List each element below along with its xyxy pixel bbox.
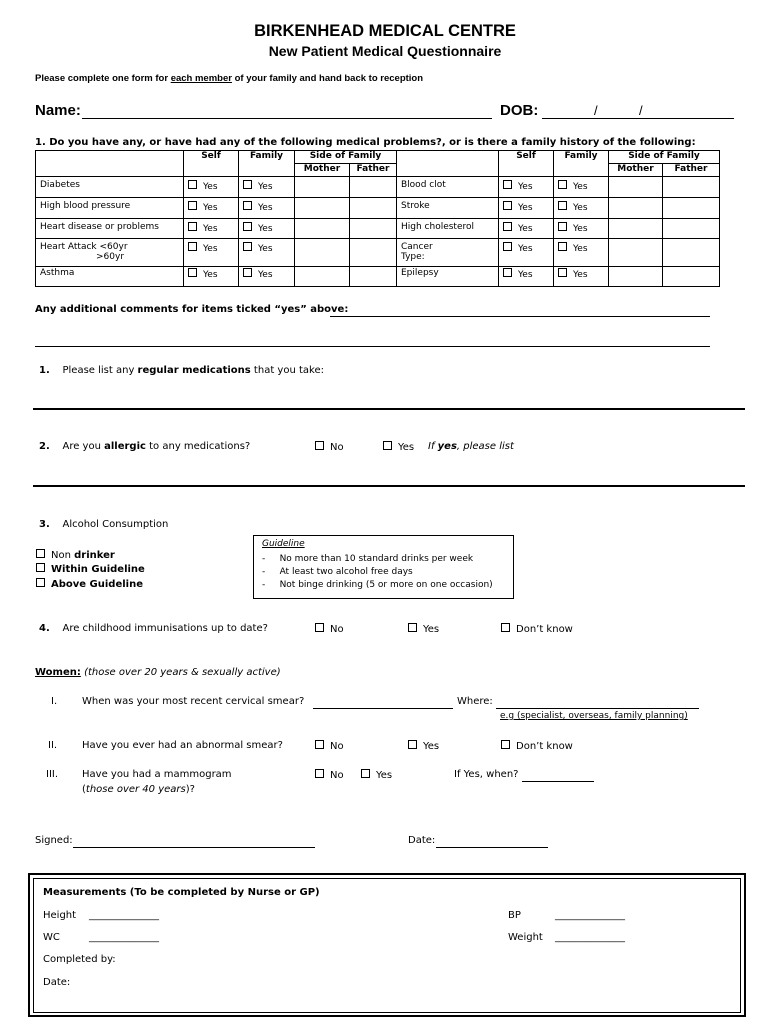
yes-label: Yes — [573, 224, 588, 234]
smear-date-field[interactable] — [313, 708, 453, 709]
father-cell[interactable] — [350, 239, 397, 267]
yes-label: Yes — [573, 203, 588, 213]
checkbox-icon[interactable] — [243, 180, 252, 189]
weight-field[interactable]: ______________ — [555, 932, 625, 943]
mother-cell[interactable] — [609, 177, 663, 198]
measurements-date-label: Date: — [43, 977, 71, 988]
self-yes-checkbox[interactable] — [184, 198, 239, 219]
immunisation-question — [39, 623, 268, 634]
women-heading-label: Women: — [35, 667, 81, 678]
allergic-field[interactable] — [33, 485, 745, 487]
name-label: Name: — [35, 102, 81, 119]
comments-field-2[interactable] — [35, 346, 710, 347]
weight-label: Weight — [508, 932, 543, 943]
mother-cell[interactable] — [295, 267, 350, 287]
women-q1-where: Where: — [457, 696, 493, 707]
wc-field[interactable]: ______________ — [89, 932, 159, 943]
father-cell[interactable] — [663, 177, 720, 198]
yes-label: Yes — [258, 203, 273, 213]
condition-label: Epilepsy — [397, 267, 499, 287]
mammogram-no-checkbox[interactable] — [315, 769, 344, 781]
bp-label: BP — [508, 910, 521, 921]
yes-label: Yes — [423, 741, 440, 752]
checkbox-icon[interactable] — [408, 740, 417, 749]
hdr-mother-left: Mother — [295, 164, 350, 177]
yes-label: Yes — [573, 270, 588, 280]
height-field[interactable]: ______________ — [89, 910, 159, 921]
list-post: , please list — [456, 441, 514, 452]
dob-field[interactable] — [542, 118, 734, 119]
instruction-pre: Please complete one form for — [35, 73, 171, 84]
comments-label: Any additional comments for items ticked “yes” above: — [35, 304, 349, 315]
guideline-item-text: At least two alcohol free days — [279, 567, 413, 577]
family-yes-checkbox[interactable] — [554, 239, 609, 267]
completed-by-label: Completed by: — [43, 954, 116, 965]
checkbox-icon[interactable] — [188, 201, 197, 210]
father-cell[interactable] — [663, 239, 720, 267]
mother-cell[interactable] — [295, 198, 350, 219]
checkbox-icon[interactable] — [243, 222, 252, 231]
no-label: No — [330, 741, 344, 752]
name-field[interactable] — [82, 118, 492, 119]
women-q1-eg: e.g (specialist, overseas, family planning) — [500, 711, 688, 721]
women-heading-note: (those over 20 years & sexually active) — [84, 667, 281, 678]
checkbox-icon[interactable] — [558, 222, 567, 231]
self-yes-checkbox[interactable] — [499, 219, 554, 239]
opt2-label: Within Guideline — [51, 564, 145, 575]
comments-field-1[interactable] — [330, 316, 710, 317]
guideline-title: Guideline — [262, 539, 305, 549]
signed-field[interactable] — [73, 847, 315, 848]
yes-label: Yes — [258, 244, 273, 254]
checkbox-icon[interactable] — [243, 201, 252, 210]
checkbox-icon[interactable] — [243, 242, 252, 251]
checkbox-icon[interactable] — [503, 201, 512, 210]
yes-label: Yes — [518, 244, 533, 254]
self-yes-checkbox[interactable] — [499, 267, 554, 287]
self-yes-checkbox[interactable] — [499, 198, 554, 219]
yes-label: Yes — [376, 770, 393, 781]
condition-label: High blood pressure — [36, 198, 184, 219]
medications-post: that you take: — [250, 365, 324, 376]
checkbox-icon[interactable] — [383, 441, 392, 450]
checkbox-icon[interactable] — [503, 180, 512, 189]
yes-label: Yes — [518, 224, 533, 234]
alcohol-num: 3. — [39, 519, 50, 530]
yes-label: Yes — [258, 182, 273, 192]
cancer-label: Cancer — [401, 242, 433, 252]
self-yes-checkbox[interactable] — [499, 177, 554, 198]
hdr-self-right: Self — [499, 151, 554, 177]
medications-field[interactable] — [33, 408, 745, 410]
immunisation-no-checkbox[interactable] — [315, 623, 344, 635]
father-cell[interactable] — [663, 219, 720, 239]
list-bold: yes — [437, 441, 457, 452]
within-guideline-checkbox[interactable] — [36, 563, 145, 575]
allergic-num: 2. — [39, 441, 50, 452]
women-heading — [35, 667, 281, 678]
mammogram-when-field[interactable] — [522, 781, 594, 782]
yes-label: Yes — [203, 182, 218, 192]
measurements-box-inner — [33, 878, 741, 1013]
signed-label: Signed: — [35, 835, 73, 846]
instruction-text — [35, 73, 423, 84]
women-q1-text: When was your most recent cervical smear? — [82, 696, 305, 707]
self-yes-checkbox[interactable] — [499, 239, 554, 267]
yes-label: Yes — [203, 203, 218, 213]
hdr-mother-right: Mother — [609, 164, 663, 177]
condition-label: Asthma — [36, 267, 184, 287]
yes-label: Yes — [518, 182, 533, 192]
hdr-side-left: Side of Family — [295, 151, 397, 164]
dob-label: DOB: — [500, 102, 539, 119]
family-yes-checkbox[interactable] — [239, 219, 295, 239]
yes-label: Yes — [518, 203, 533, 213]
page-title: BIRKENHEAD MEDICAL CENTRE — [254, 22, 516, 40]
checkbox-icon[interactable] — [558, 242, 567, 251]
dontknow-label: Don’t know — [516, 741, 573, 752]
checkbox-icon[interactable] — [558, 180, 567, 189]
checkbox-icon[interactable] — [243, 268, 252, 277]
mother-cell[interactable] — [609, 198, 663, 219]
self-yes-checkbox[interactable] — [184, 177, 239, 198]
mother-cell[interactable] — [295, 239, 350, 267]
women-q1-num: I. — [51, 696, 58, 707]
self-yes-checkbox[interactable] — [184, 219, 239, 239]
abnormal-smear-no-checkbox[interactable] — [315, 740, 344, 752]
hdr-self-left: Self — [184, 151, 239, 177]
women-q3-text: Have you had a mammogram — [82, 769, 232, 780]
yes-label: Yes — [573, 182, 588, 192]
allergic-question — [39, 441, 250, 452]
women-q3-sub-text: those over 40 years — [85, 784, 186, 795]
condition-label: Blood clot — [397, 177, 499, 198]
women-q2-num: II. — [48, 740, 58, 751]
checkbox-icon[interactable] — [501, 623, 510, 632]
alcohol-label: Alcohol Consumption — [62, 519, 169, 530]
instruction-post: of your family and hand back to reception — [231, 73, 424, 84]
condition-label: High cholesterol — [397, 219, 499, 239]
checkbox-icon[interactable] — [36, 578, 45, 587]
medications-question — [39, 365, 324, 376]
checkbox-icon[interactable] — [188, 242, 197, 251]
medications-bold: regular medications — [137, 365, 251, 376]
cancer-type-label: Type: — [401, 252, 425, 262]
page-subtitle: New Patient Medical Questionnaire — [268, 43, 502, 59]
immunisation-num: 4. — [39, 623, 50, 634]
mother-cell[interactable] — [295, 219, 350, 239]
condition-label: Stroke — [397, 198, 499, 219]
checkbox-icon[interactable] — [36, 549, 45, 558]
mammogram-yes-checkbox[interactable] — [361, 769, 392, 781]
family-yes-checkbox[interactable] — [239, 177, 295, 198]
medical-problems-table — [35, 150, 720, 287]
yes-label: Yes — [423, 624, 440, 635]
self-yes-checkbox[interactable] — [184, 239, 239, 267]
yes-label: Yes — [203, 224, 218, 234]
condition-label: Diabetes — [36, 177, 184, 198]
guideline-item-text: No more than 10 standard drinks per week — [279, 554, 474, 564]
family-yes-checkbox[interactable] — [554, 177, 609, 198]
date-label: Date: — [408, 835, 436, 846]
no-label: No — [330, 442, 344, 453]
guideline-list — [262, 553, 493, 592]
guideline-item: - At least two alcohol free days — [262, 567, 413, 577]
father-cell[interactable] — [350, 219, 397, 239]
opt1-pre: Non — [51, 550, 75, 561]
guideline-item: - Not binge drinking (5 or more on one occasion) — [262, 580, 493, 590]
guideline-box — [253, 535, 514, 599]
hdr-family-left: Family — [239, 151, 295, 177]
hdr-blank-right — [397, 151, 499, 177]
medical-problems-question: 1. Do you have any, or have had any of the following medical problems?, or is there a family history of the following: — [35, 137, 696, 148]
date-field[interactable] — [436, 847, 548, 848]
yes-label: Yes — [398, 442, 415, 453]
self-yes-checkbox[interactable] — [184, 267, 239, 287]
hdr-father-right: Father — [663, 164, 720, 177]
non-drinker-checkbox[interactable] — [36, 549, 115, 561]
smear-where-field[interactable] — [496, 708, 699, 709]
alcohol-question — [39, 519, 168, 530]
checkbox-icon[interactable] — [503, 268, 512, 277]
medications-pre: Please list any — [62, 365, 138, 376]
condition-label: Heart disease or problems — [36, 219, 184, 239]
father-cell[interactable] — [350, 267, 397, 287]
immunisation-dontknow-checkbox[interactable] — [501, 623, 573, 635]
immunisation-yes-checkbox[interactable] — [408, 623, 439, 635]
family-yes-checkbox[interactable] — [239, 239, 295, 267]
list-pre: If — [428, 441, 438, 452]
dob-sep-1: / — [594, 103, 598, 118]
checkbox-icon[interactable] — [501, 740, 510, 749]
mother-cell[interactable] — [609, 219, 663, 239]
checkbox-icon[interactable] — [188, 222, 197, 231]
family-yes-checkbox[interactable] — [554, 219, 609, 239]
condition-label — [397, 239, 499, 267]
family-yes-checkbox[interactable] — [239, 198, 295, 219]
allergic-pre: Are you — [62, 441, 105, 452]
father-cell[interactable] — [350, 198, 397, 219]
mother-cell[interactable] — [295, 177, 350, 198]
yes-label: Yes — [518, 270, 533, 280]
guideline-item-text: Not binge drinking (5 or more on one occasion) — [279, 580, 493, 590]
family-yes-checkbox[interactable] — [554, 198, 609, 219]
yes-label: Yes — [258, 224, 273, 234]
no-label: No — [330, 624, 344, 635]
checkbox-icon[interactable] — [503, 242, 512, 251]
no-label: No — [330, 770, 344, 781]
father-cell[interactable] — [663, 198, 720, 219]
yes-label: Yes — [203, 244, 218, 254]
women-q2-text: Have you ever had an abnormal smear? — [82, 740, 283, 751]
abnormal-smear-dontknow-checkbox[interactable] — [501, 740, 573, 752]
bp-field[interactable]: ______________ — [555, 910, 625, 921]
immunisation-text: Are childhood immunisations up to date? — [62, 623, 268, 634]
dob-sep-2: / — [639, 103, 643, 118]
hdr-blank-left — [36, 151, 184, 177]
medications-num: 1. — [39, 365, 50, 376]
checkbox-icon[interactable] — [188, 268, 197, 277]
guideline-item: - No more than 10 standard drinks per week — [262, 554, 474, 564]
dontknow-label: Don’t know — [516, 624, 573, 635]
heart-attack-sub: >60yr — [96, 252, 125, 262]
hdr-side-right: Side of Family — [609, 151, 720, 164]
family-yes-checkbox[interactable] — [239, 267, 295, 287]
checkbox-icon[interactable] — [36, 563, 45, 572]
allergic-yes-checkbox[interactable] — [383, 441, 414, 453]
yes-label: Yes — [258, 270, 273, 280]
opt1-bold: drinker — [74, 550, 115, 561]
mammogram-when-label: If Yes, when? — [454, 769, 519, 780]
measurements-heading: Measurements (To be completed by Nurse or GP) — [43, 887, 320, 898]
condition-label — [36, 239, 184, 267]
instruction-emph: each member — [170, 73, 232, 84]
height-label: Height — [43, 910, 77, 921]
checkbox-icon[interactable] — [408, 623, 417, 632]
checkbox-icon[interactable] — [315, 740, 324, 749]
heart-attack-label: Heart Attack <60yr — [40, 242, 128, 252]
allergic-no-checkbox[interactable] — [315, 441, 344, 453]
women-q3-sub: (those over 40 years)? — [82, 784, 195, 795]
hdr-father-left: Father — [350, 164, 397, 177]
women-q3-num: III. — [46, 769, 59, 780]
checkbox-icon[interactable] — [558, 268, 567, 277]
mother-cell[interactable] — [609, 239, 663, 267]
checkbox-icon[interactable] — [315, 441, 324, 450]
father-cell[interactable] — [350, 177, 397, 198]
hdr-family-right: Family — [554, 151, 609, 177]
abnormal-smear-yes-checkbox[interactable] — [408, 740, 439, 752]
mother-cell[interactable] — [609, 267, 663, 287]
wc-label: WC — [43, 932, 60, 943]
opt3-label: Above Guideline — [51, 579, 144, 590]
above-guideline-checkbox[interactable] — [36, 578, 143, 590]
father-cell[interactable] — [663, 267, 720, 287]
checkbox-icon[interactable] — [558, 201, 567, 210]
yes-label: Yes — [203, 270, 218, 280]
allergic-bold: allergic — [104, 441, 146, 452]
checkbox-icon[interactable] — [188, 180, 197, 189]
family-yes-checkbox[interactable] — [554, 267, 609, 287]
checkbox-icon[interactable] — [361, 769, 370, 778]
checkbox-icon[interactable] — [315, 623, 324, 632]
yes-label: Yes — [573, 244, 588, 254]
checkbox-icon[interactable] — [315, 769, 324, 778]
checkbox-icon[interactable] — [503, 222, 512, 231]
allergic-post: to any medications? — [145, 441, 251, 452]
allergic-list-note — [428, 441, 514, 452]
